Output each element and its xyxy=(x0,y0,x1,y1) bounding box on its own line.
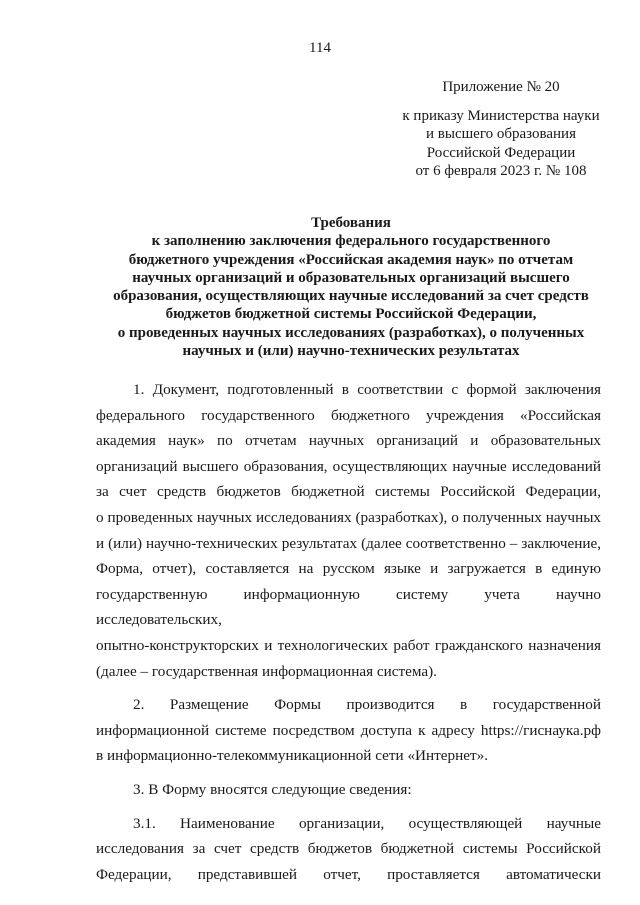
paragraph-line: исследования за счет средств бюджетов бюджетной системы Российской xyxy=(96,840,601,858)
paragraph-2 xyxy=(96,692,601,769)
paragraph-line: Форма, отчет), составляется на русском языке и загружается в единую xyxy=(96,560,601,578)
page-number: 114 xyxy=(309,40,331,56)
paragraph-line: за счет средств бюджетов бюджетной системы Российской Федерации, xyxy=(96,483,601,501)
requirements-line: к заполнению заключения федерального государственного xyxy=(151,233,551,250)
appendix-line: и высшего образования xyxy=(426,126,576,142)
paragraph-line: 3. В Форму вносятся следующие сведения: xyxy=(133,780,412,798)
requirements-line: бюджетов бюджетной системы Российской Федерации, xyxy=(165,306,537,323)
appendix-title: Приложение № 20 xyxy=(442,79,560,95)
requirements-line: научных и (или) научно-технических результатах xyxy=(182,343,520,360)
paragraph-line: Федерации, представившей отчет, проставляется автоматически xyxy=(96,865,601,883)
requirements-line: о проведенных научных исследованиях (разработках), о полученных xyxy=(117,324,585,341)
paragraph-3-1 xyxy=(96,811,601,888)
paragraph-line: в информационно-телекоммуникационной сети «Интернет». xyxy=(96,747,489,765)
appendix-line: от 6 февраля 2023 г. № 108 xyxy=(415,163,587,179)
paragraph-line: академия наук» по отчетам научных организаций и образовательных xyxy=(96,432,601,450)
paragraph-line: о проведенных научных исследованиях (разработках), о полученных научных xyxy=(96,508,601,526)
paragraph-3 xyxy=(96,777,601,803)
paragraph-1 xyxy=(96,377,601,684)
paragraph-line: и (или) научно-технических результатах (далее соответственно – заключение, xyxy=(96,534,601,552)
appendix-line: к приказу Министерства науки xyxy=(402,107,600,124)
paragraph-line: информационной системе посредством доступа к адресу https://гиснаука.рф xyxy=(96,721,601,739)
appendix-block xyxy=(396,78,606,181)
paragraph-line: 2. Размещение Формы производится в государственной xyxy=(133,696,601,714)
document-body xyxy=(96,377,601,887)
paragraph-line: 1. Документ, подготовленный в соответствии с формой заключения xyxy=(133,381,601,398)
requirements-line: образования, осуществляющих научные исследований за счет средств xyxy=(113,288,589,305)
requirements-heading-block xyxy=(96,214,606,360)
paragraph-line: организаций высшего образования, осуществляющих научные исследований xyxy=(96,457,601,475)
paragraph-line: опытно-конструкторских и технологических работ гражданского назначения xyxy=(96,636,601,654)
requirements-heading: Требования xyxy=(311,215,391,231)
requirements-line: бюджетного учреждения «Российская академия наук» по отчетам xyxy=(128,251,574,268)
paragraph-line: 3.1. Наименование организации, осуществляющей научные xyxy=(133,814,601,832)
paragraph-line: федерального государственного бюджетного учреждения «Российская xyxy=(96,406,601,424)
paragraph-line: государственную информационную систему учета научно исследовательских, xyxy=(96,585,601,629)
paragraph-line: (далее – государственная информационная система). xyxy=(96,662,437,680)
requirements-line: научных организаций и образовательных организаций высшего xyxy=(132,269,570,286)
appendix-line: Российской Федерации xyxy=(426,144,576,161)
